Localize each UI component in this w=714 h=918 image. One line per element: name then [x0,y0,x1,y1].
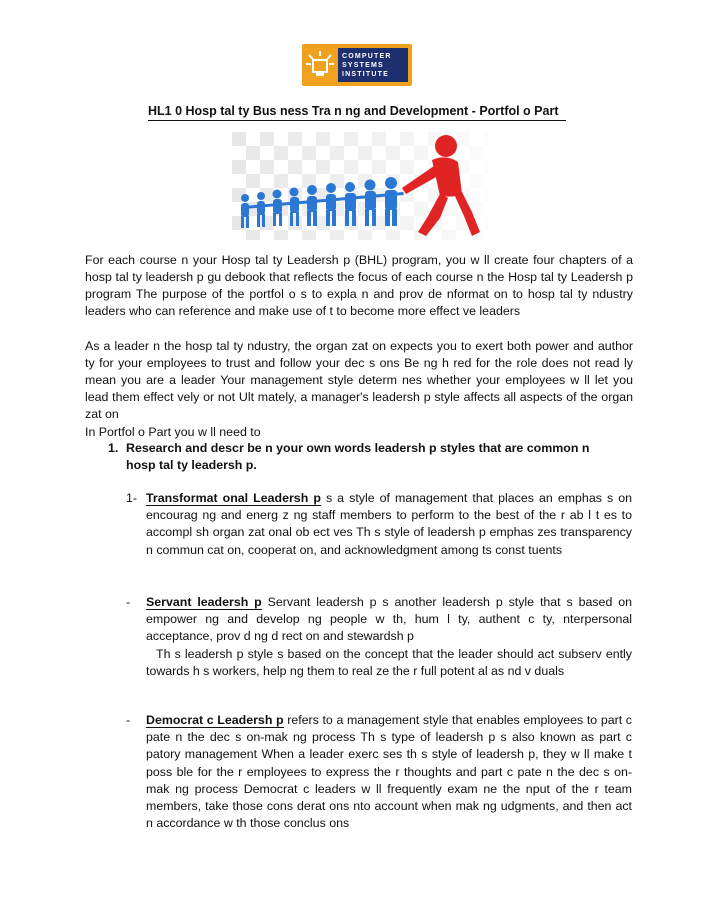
style-heading: Servant leadersh p [146,595,262,609]
style-description: s a style of management that places an emphas s on encourag ng and energ z ng staff members to perform to the best of the r ab l t es to accompl sh organ zat onal ob ect ves Th s style of leadersh p emphas zes transparency n commun cat on, cooperat on, and acknowledgment among ts const tuents [146,491,632,557]
intro-paragraph-1: For each course n your Hosp tal ty Leadersh p (BHL) program, you w ll create four chapters of a hosp tal ty leadersh p gu debook that reflects the focus of each course n the Hosp tal ty Leadersh p program The purpose of the portfol o s to expla n and prov de nformat on to hosp tal ty ndustry leaders who can reference and make use of t to become more effect ve leaders [85,253,633,318]
logo-wordmark [338,48,408,82]
document-title: HL1 0 Hosp tal ty Bus ness Tra n ng and Development - Portfol o Part [148,104,566,121]
logo-line-1: COMPUTER [342,52,392,60]
intro-paragraph-2: As a leader n the hosp tal ty ndustry, the organ zat on expects you to exert both power and author ty for your employees to trust and follow your dec s ons Be ng h red for the role does not read ly mean you are a leader Your management style determ nes whether your employees w ll let you lead them effect vely or not Ult mately, a manager's leadersh p style affects all aspects of the organ zat on [85,339,633,421]
task-text: Research and descr be n your own words leadersh p styles that are common n hosp tal ty leadersh p. [126,441,590,472]
list-marker: - [126,713,131,727]
leadership-style-servant [126,594,632,680]
intro-paragraph-3: In Portfol o Part you w ll need to [85,425,261,439]
style-heading: Democrat c Leadersh p [146,713,284,727]
monitor-icon [302,44,338,86]
logo-line-3: INSTITUTE [342,70,389,78]
list-marker: 1- [126,491,138,505]
style-description: refers to a management style that enables employees to part c pate n the dec s on-mak ng process Th s type of leadersh p s also known as part c patory management When a leader exerc ses th s style of leadersh p, they w ll make t poss ble for the r employees to express the r thoughts and part c pate n the dec s on-mak ng process Democrat c leaders w ll frequently exam ne the nput of the r team members, take those cons derat ons nto account when mak ng udgments, and then act n accordance w th those conclus ons [146,713,632,831]
style-description: Servant leadersh p s another leadersh p style that s based on empower ng and develop ng people w th, hum l ty, authent c ty, nterpersonal acceptance, prov d ng d rect on and stewardsh p [146,595,632,644]
leader-pulling-chain-of-people-illustration [232,132,488,240]
list-marker: - [126,595,131,609]
task-item-1 [108,440,608,474]
leadership-style-democratic [126,712,632,832]
style-description-continued: Th s leadersh p style s based on the concept that the leader should act subserv ently towards h s workers, help ng them to real ze the r full potent al as nd v duals [146,646,632,678]
task-number: 1. [108,441,119,455]
leadership-style-transformational [126,490,632,559]
logo-line-2: SYSTEMS [342,61,384,69]
computer-systems-institute-logo [302,44,412,86]
style-heading: Transformat onal Leadersh p [146,491,321,505]
